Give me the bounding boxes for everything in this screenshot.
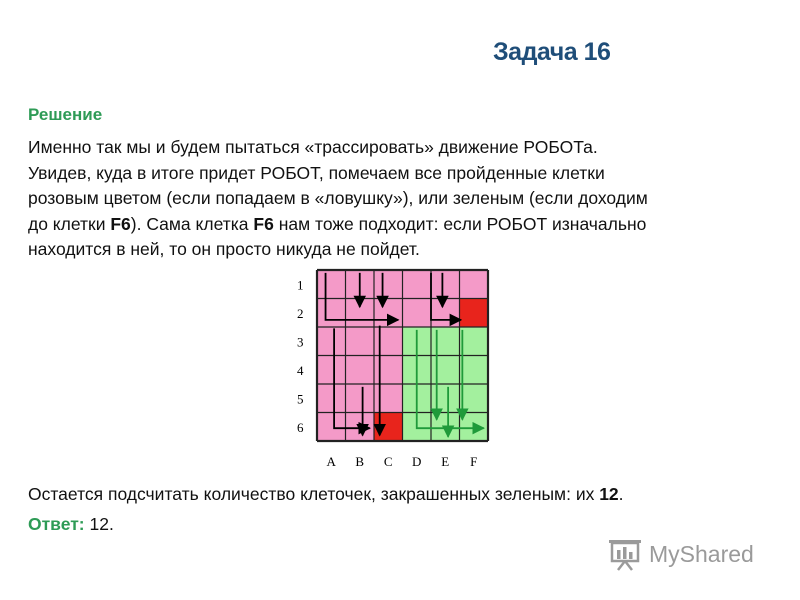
grid-cell-B3 [346, 327, 375, 356]
col-label: D [412, 454, 422, 469]
col-label: C [383, 454, 393, 469]
grid-cell-C5 [374, 384, 403, 413]
grid-cell-A1 [317, 270, 346, 299]
grid-cell-A3 [317, 327, 346, 356]
col-label: F [470, 454, 478, 469]
grid-cell-E3 [431, 327, 460, 356]
grid-cell-A5 [317, 384, 346, 413]
row-label: 3 [297, 334, 304, 350]
grid-cell-E4 [431, 356, 460, 385]
text-fragment: до клетки [28, 213, 111, 234]
paragraph-line: розовым цветом (если попадаем в «ловушку»), или зеленым (если доходим [28, 188, 648, 208]
grid-cell-A2 [317, 299, 346, 328]
answer-label: Ответ: [28, 514, 85, 534]
row-label: 5 [297, 391, 304, 407]
grid-cell-B6 [346, 413, 375, 442]
grid-cell-C3 [374, 327, 403, 356]
grid-cell-A6 [317, 413, 346, 442]
answer-value: 12. [84, 514, 114, 534]
row-label: 1 [297, 277, 304, 293]
grid-cell-D1 [403, 270, 432, 299]
grid-cell-B5 [346, 384, 375, 413]
section-heading: Решение [28, 105, 103, 124]
robot-grid-figure [292, 265, 492, 475]
cell-ref: F6 [253, 213, 274, 234]
grid-cell-C2 [374, 299, 403, 328]
paragraph-line: Увидев, куда в итоге придет РОБОТ, помечаем все пройденные клетки [28, 162, 605, 183]
page-title: Задача 16 [493, 38, 611, 66]
grid-cell-E6 [431, 413, 460, 442]
grid-cell-E5 [431, 384, 460, 413]
watermark-logo [607, 537, 754, 571]
grid-cell-F1 [460, 270, 489, 299]
text-fragment: ). Сама клетка [130, 213, 254, 234]
row-label: 6 [297, 419, 304, 435]
paragraph-line: находится в ней, то он просто никуда не пойдет. [28, 239, 420, 259]
logo-text: MyShared [649, 540, 754, 567]
col-label: B [355, 454, 365, 469]
grid-cell-A4 [317, 356, 346, 385]
row-label: 4 [297, 362, 304, 378]
grid-cell-C6 [374, 413, 403, 442]
row-label: 2 [297, 305, 304, 321]
grid-cell-F2 [460, 299, 489, 328]
remain-text [28, 484, 624, 505]
text-fragment: . [618, 484, 624, 504]
cell-ref: F6 [110, 213, 131, 234]
grid-cell-E2 [431, 299, 460, 328]
paragraph-line: Именно так мы и будем пытаться «трассировать» движение РОБОТа. [28, 137, 598, 157]
grid-cell-F4 [460, 356, 489, 385]
text-fragment: Остается подсчитать количество клеточек, закрашенных зеленым: их [28, 484, 600, 504]
paragraph-line [28, 212, 788, 238]
grid-svg [292, 265, 492, 475]
grid-cell-F6 [460, 413, 489, 442]
col-label: A [326, 454, 336, 469]
grid-cell-F3 [460, 327, 489, 356]
grid-cell-F5 [460, 384, 489, 413]
green-count: 12 [599, 484, 619, 504]
solution-paragraph [28, 135, 788, 263]
grid-cell-B4 [346, 356, 375, 385]
grid-cell-E1 [431, 270, 460, 299]
projector-screen-icon [607, 537, 643, 571]
grid-cell-D2 [403, 299, 432, 328]
answer-line [28, 514, 114, 535]
col-label: E [441, 454, 450, 469]
grid-cell-C4 [374, 356, 403, 385]
text-fragment: нам тоже подходит: если РОБОТ изначально [273, 213, 647, 234]
grid-cell-C1 [374, 270, 403, 299]
